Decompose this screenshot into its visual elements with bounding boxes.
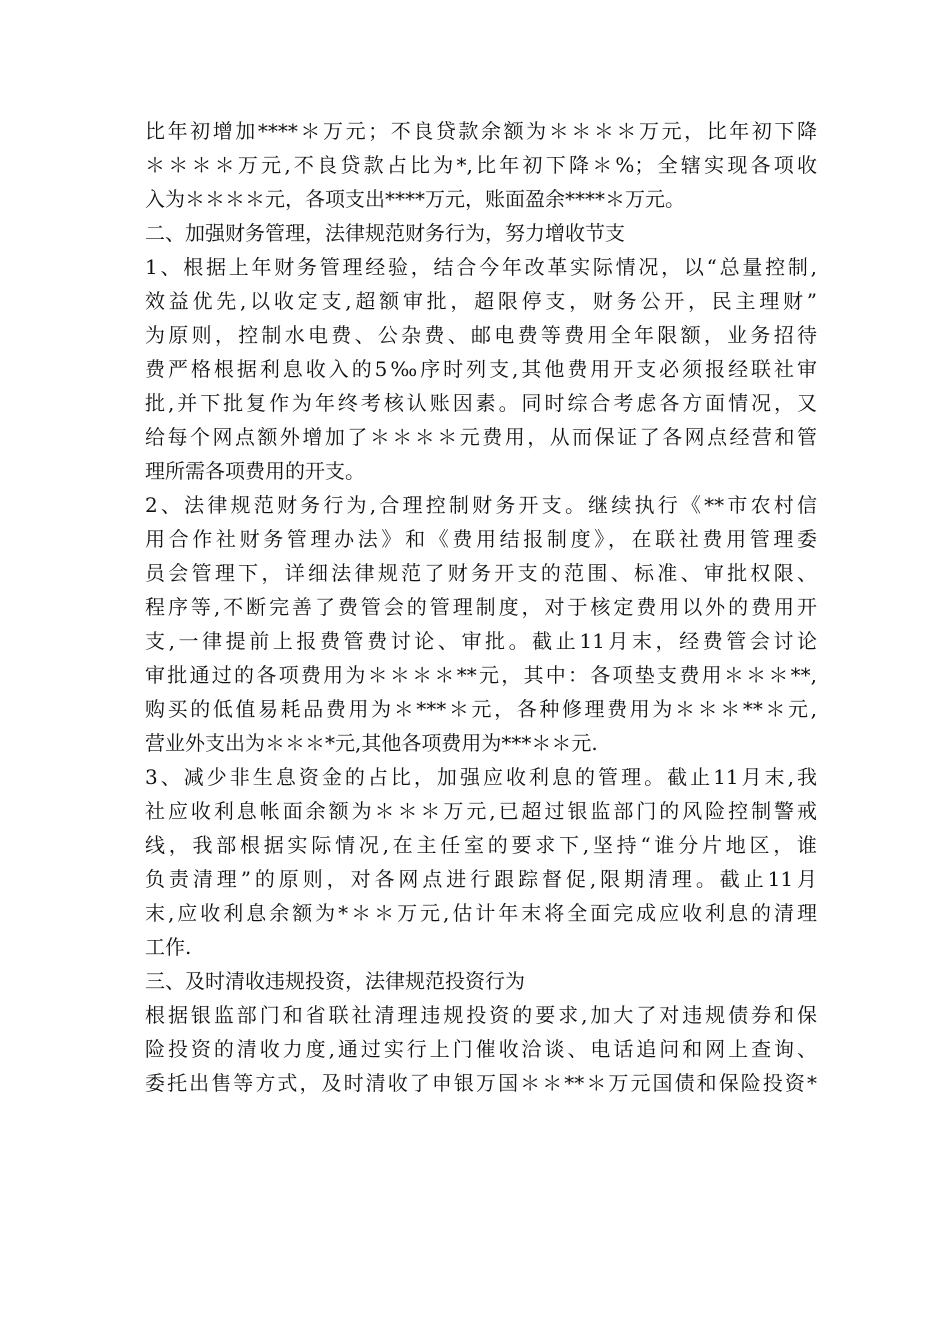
section-heading: 二、加强财务管理，法律规范财务行为，努力增收节支 [145,221,625,245]
text-line: 费严格根据利息收入的5‰序时列支,其他费用开支必须报经联社审 [145,357,817,381]
text-line: 社应收利息帐面余额为＊＊＊万元,已超过银监部门的风险控制警戒 [145,799,817,823]
text-line: 根据银监部门和省联社清理违规投资的要求,加大了对违规债券和保 [145,1003,817,1027]
text-line: 3、减少非生息资金的占比，加强应收利息的管理。截止11月末,我 [145,765,817,789]
text-line: 用合作社财务管理办法》和《费用结报制度》，在联社费用管理委 [145,527,817,551]
text-line: 1、根据上年财务管理经验，结合今年改革实际情况，以“总量控制, [145,255,817,279]
text-line: 线，我部根据实际情况,在主任室的要求下,坚持“谁分片地区，谁 [145,833,817,857]
text-line: 为原则，控制水电费、公杂费、邮电费等费用全年限额，业务招待 [145,323,817,347]
document-body [145,114,817,1100]
text-line: 理所需各项费用的开支。 [145,459,365,483]
text-line: 比年初增加****＊万元；不良贷款余额为＊＊＊＊万元，比年初下降 [145,119,817,143]
text-line: 末,应收利息余额为*＊＊万元,估计年末将全面完成应收利息的清理 [145,901,817,925]
text-line: 营业外支出为＊＊＊*元,其他各项费用为***＊＊元. [145,731,598,755]
text-line: 购买的低值易耗品费用为＊***＊元，各种修理费用为＊＊＊**＊元, [145,697,817,721]
text-line: 效益优先,以收定支,超额审批，超限停支，财务公开，民主理财” [145,289,817,313]
text-line: 程序等,不断完善了费管会的管理制度，对于核定费用以外的费用开 [145,595,817,619]
text-line: 险投资的清收力度,通过实行上门催收洽谈、电话追问和网上查询、 [145,1037,817,1061]
text-line: 负责清理”的原则，对各网点进行跟踪督促,限期清理。截止11月 [145,867,817,891]
section-heading: 三、及时清收违规投资，法律规范投资行为 [145,969,525,993]
text-line: 批,并下批复作为年终考核认账因素。同时综合考虑各方面情况，又 [145,391,817,415]
text-line: 入为＊＊＊＊元，各项支出****万元，账面盈余****＊万元。 [145,187,685,211]
text-line: 员会管理下，详细法律规范了财务开支的范围、标准、审批权限、 [145,561,817,585]
text-line: 给每个网点额外增加了＊＊＊＊元费用，从而保证了各网点经营和管 [145,425,817,449]
text-line: 2、法律规范财务行为,合理控制财务开支。继续执行《**市农村信 [145,493,817,517]
text-line: 支,一律提前上报费管费讨论、审批。截止11月末，经费管会讨论 [145,629,817,653]
text-line: 工作. [145,935,192,959]
text-line: ＊＊＊＊万元,不良贷款占比为*,比年初下降＊%；全辖实现各项收 [145,153,817,177]
text-line: 委托出售等方式，及时清收了申银万国＊＊**＊万元国债和保险投资* [145,1071,817,1095]
text-line: 审批通过的各项费用为＊＊＊＊**元，其中：各项垫支费用＊＊＊**, [145,663,817,687]
